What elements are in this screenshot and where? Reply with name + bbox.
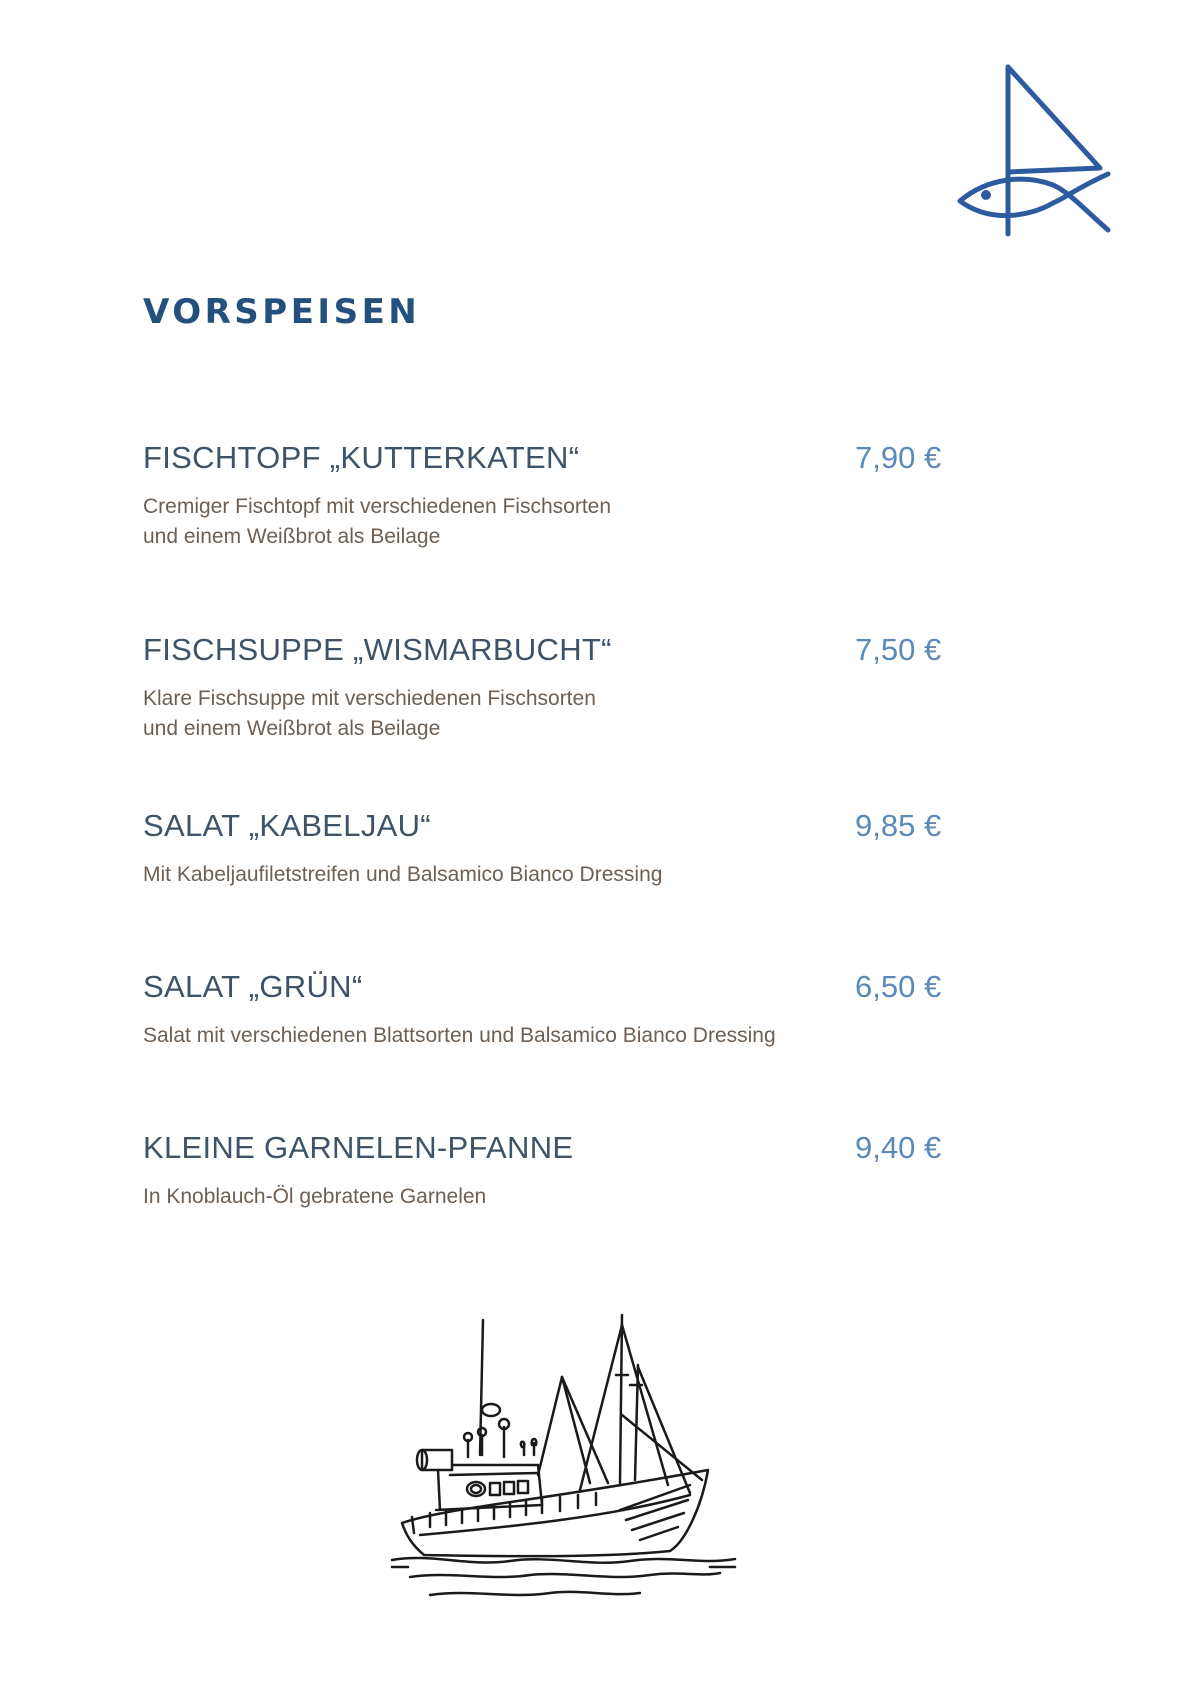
menu-item-description (143, 492, 903, 552)
description-line: Salat mit verschiedenen Blattsorten und Balsamico Bianco Dressing (143, 1024, 776, 1047)
description-line: Mit Kabeljaufiletstreifen und Balsamico Bianco Dressing (143, 863, 663, 886)
fishing-boat-icon (390, 1305, 745, 1605)
menu-item-price: 7,50 € (855, 632, 942, 667)
section-title: VORSPEISEN (143, 292, 421, 332)
menu-item-name: KLEINE GARNELEN-PFANNE (143, 1130, 574, 1165)
menu-item-name: FISCHSUPPE „WISMARBUCHT“ (143, 632, 612, 667)
menu-item-description (143, 684, 903, 744)
menu-item-price: 9,40 € (855, 1130, 942, 1165)
menu-item-name: SALAT „GRÜN“ (143, 969, 363, 1004)
menu-item-name: SALAT „KABELJAU“ (143, 808, 431, 843)
menu-item-description (143, 860, 903, 890)
menu-item-price: 9,85 € (855, 808, 942, 843)
description-line: und einem Weißbrot als Beilage (143, 717, 441, 740)
menu-item-price: 6,50 € (855, 969, 942, 1004)
menu-item-price: 7,90 € (855, 440, 942, 475)
menu-item-description (143, 1182, 903, 1212)
description-line: Cremiger Fischtopf mit verschiedenen Fischsorten (143, 495, 612, 518)
description-line: In Knoblauch-Öl gebratene Garnelen (143, 1185, 487, 1208)
menu-item-description (143, 1021, 903, 1051)
description-line: und einem Weißbrot als Beilage (143, 525, 441, 548)
description-line: Klare Fischsuppe mit verschiedenen Fischsorten (143, 687, 596, 710)
sailboat-fish-logo-icon (945, 62, 1115, 242)
menu-item-name: FISCHTOPF „KUTTERKATEN“ (143, 440, 580, 475)
